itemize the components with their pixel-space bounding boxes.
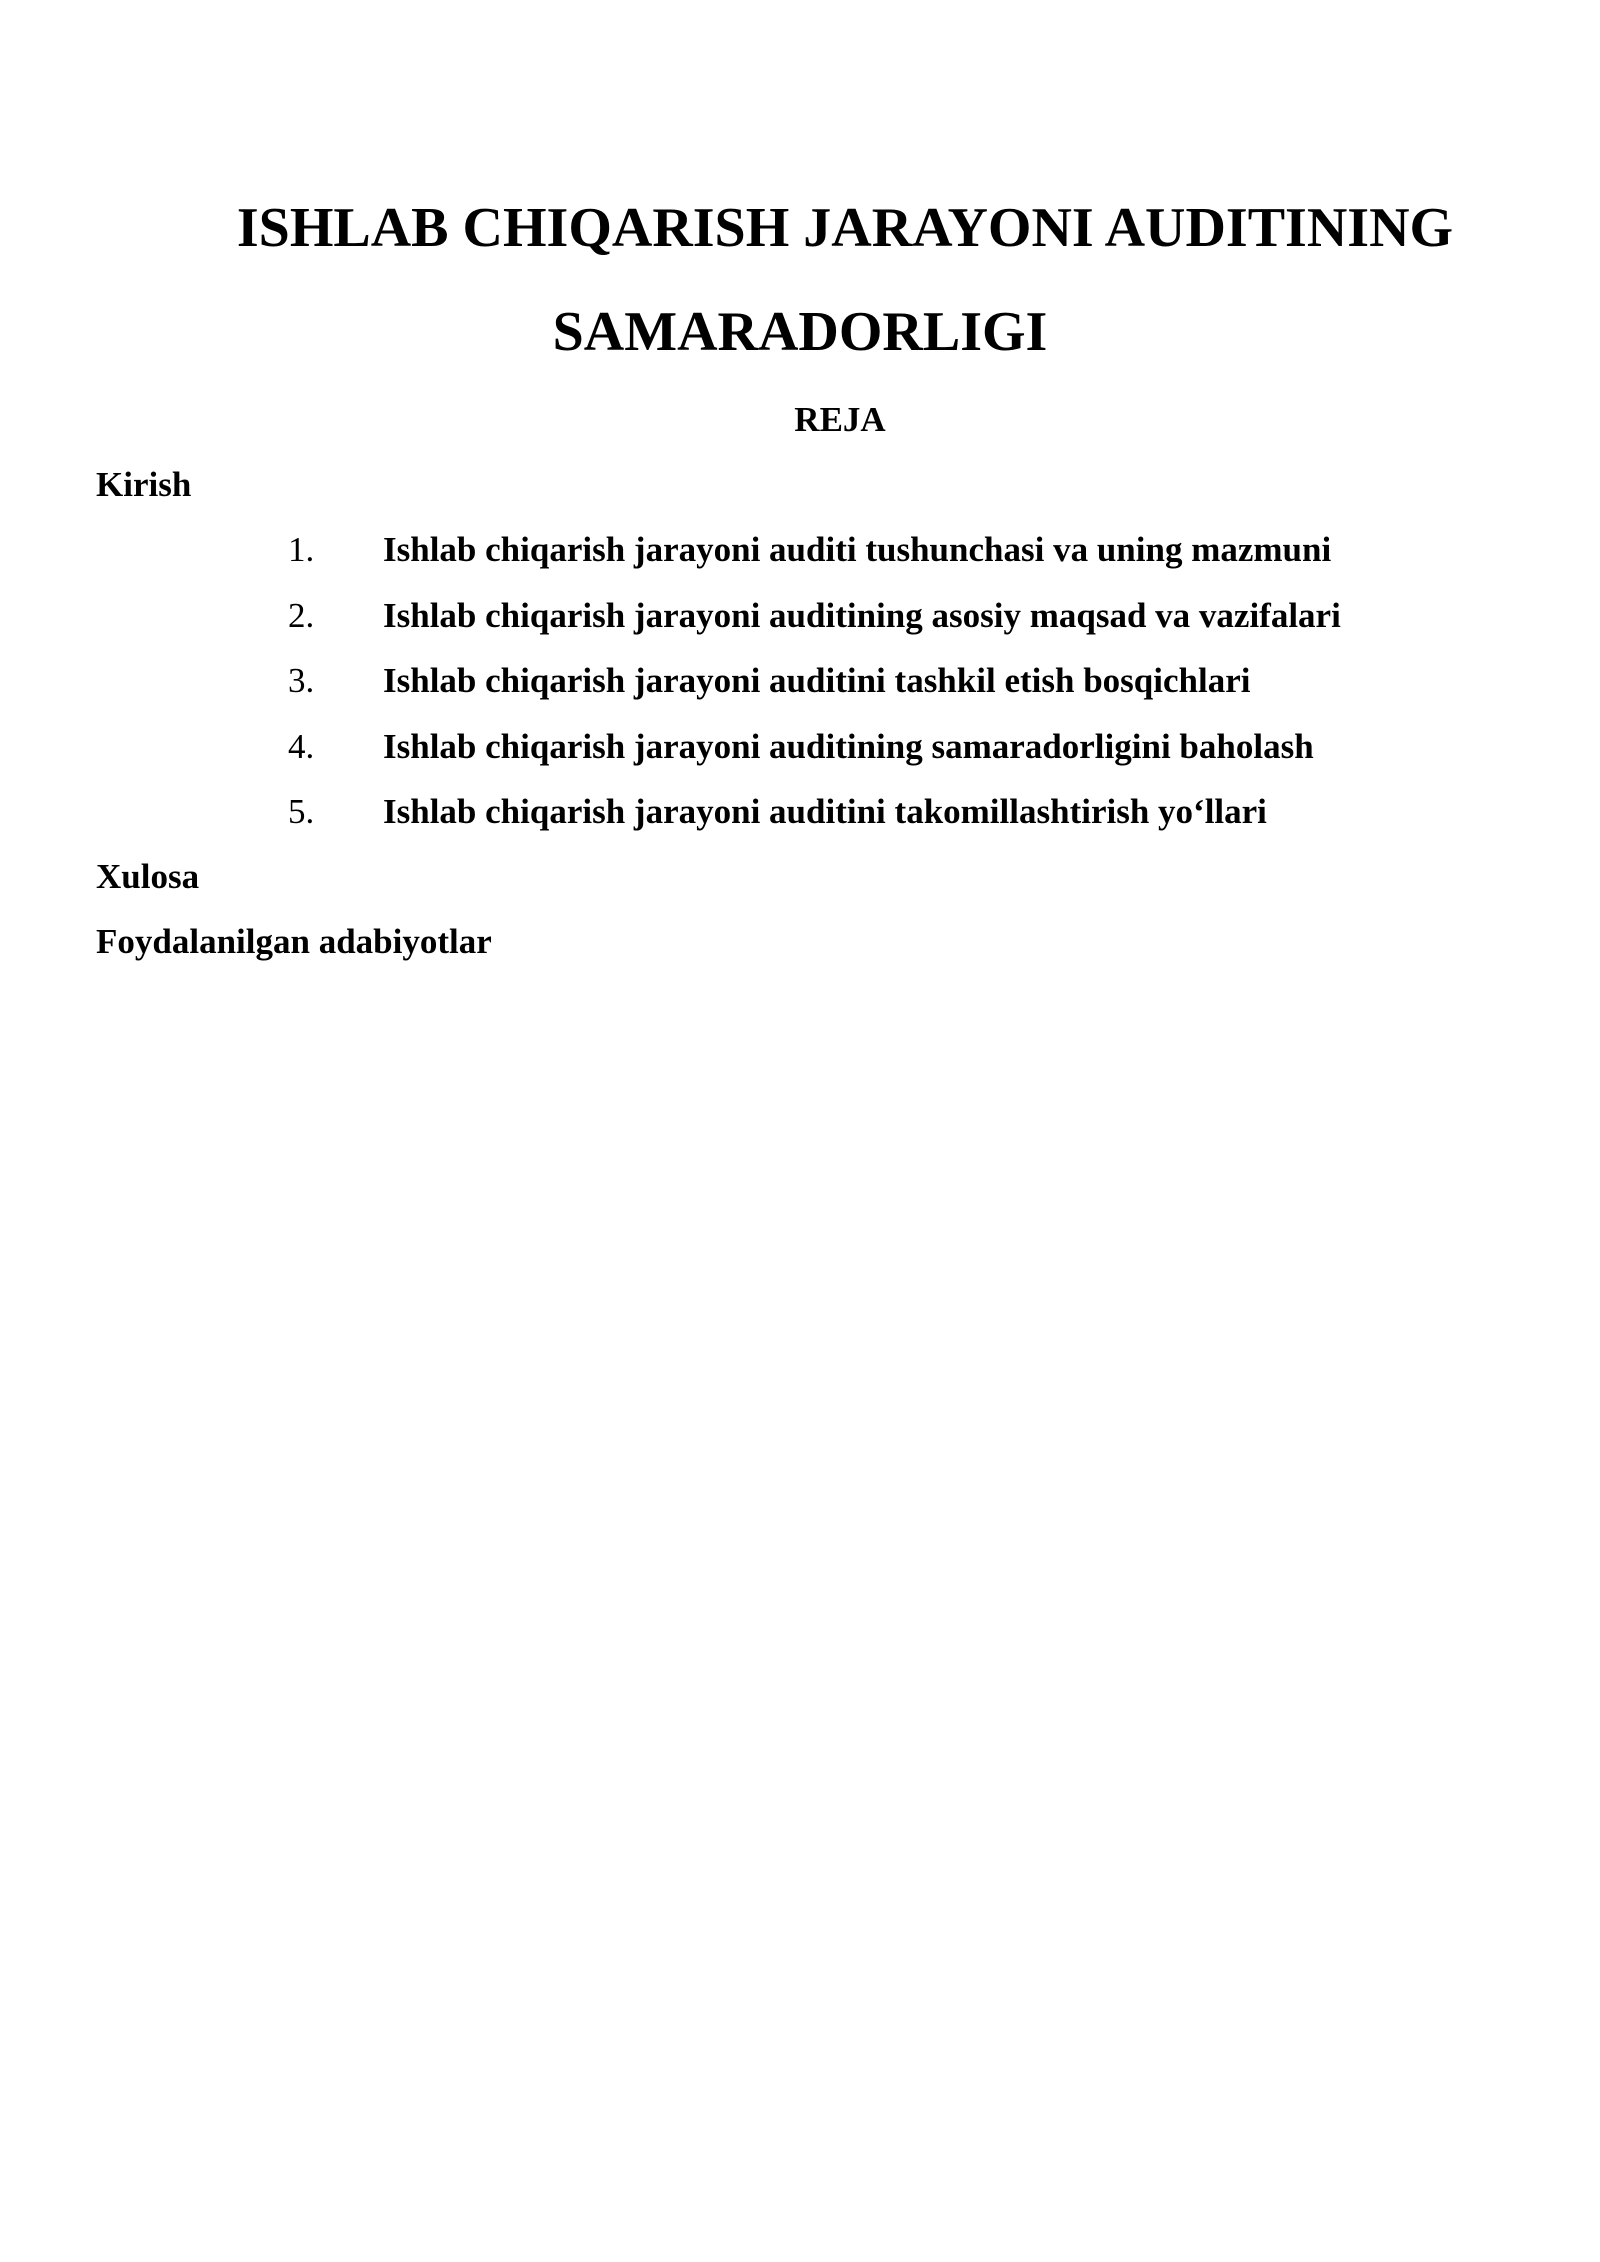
plan-item xyxy=(0,529,1600,595)
document-title-line-2 xyxy=(0,300,1600,364)
plan-item xyxy=(0,791,1600,857)
section-intro: Kirish xyxy=(96,465,192,504)
plan-item xyxy=(0,726,1600,792)
plan-item-text: Ishlab chiqarish jarayoni auditi tushunchasi va uning mazmuni xyxy=(383,530,1332,569)
plan-item-text: Ishlab chiqarish jarayoni auditining asosiy maqsad va vazifalari xyxy=(383,595,1341,635)
plan-item-text: Ishlab chiqarish jarayoni auditining samaradorligini baholash xyxy=(383,726,1314,766)
document-title-line-2-text: SAMARADORLIGI xyxy=(552,301,1048,363)
section-conclusion: Xulosa xyxy=(96,857,200,896)
document-title-line-1: ISHLAB CHIQARISH JARAYONI AUDITINING xyxy=(236,197,1454,259)
plan-item-text: Ishlab chiqarish jarayoni auditini takomillashtirish yo‘llari xyxy=(383,792,1267,831)
plan-item-number: 4. xyxy=(288,726,315,766)
plan-item-text: Ishlab chiqarish jarayoni auditini tashkil etish bosqichlari xyxy=(383,661,1251,700)
plan-list xyxy=(0,529,1600,857)
plan-item-number: 2. xyxy=(288,595,315,635)
plan-item-number: 5. xyxy=(288,792,315,831)
section-references: Foydalanilgan adabiyotlar xyxy=(96,922,492,961)
plan-heading: REJA xyxy=(794,400,886,439)
plan-item-number: 1. xyxy=(288,530,315,569)
plan-item xyxy=(0,595,1600,661)
plan-item xyxy=(0,660,1600,726)
plan-item-number: 3. xyxy=(288,661,315,700)
